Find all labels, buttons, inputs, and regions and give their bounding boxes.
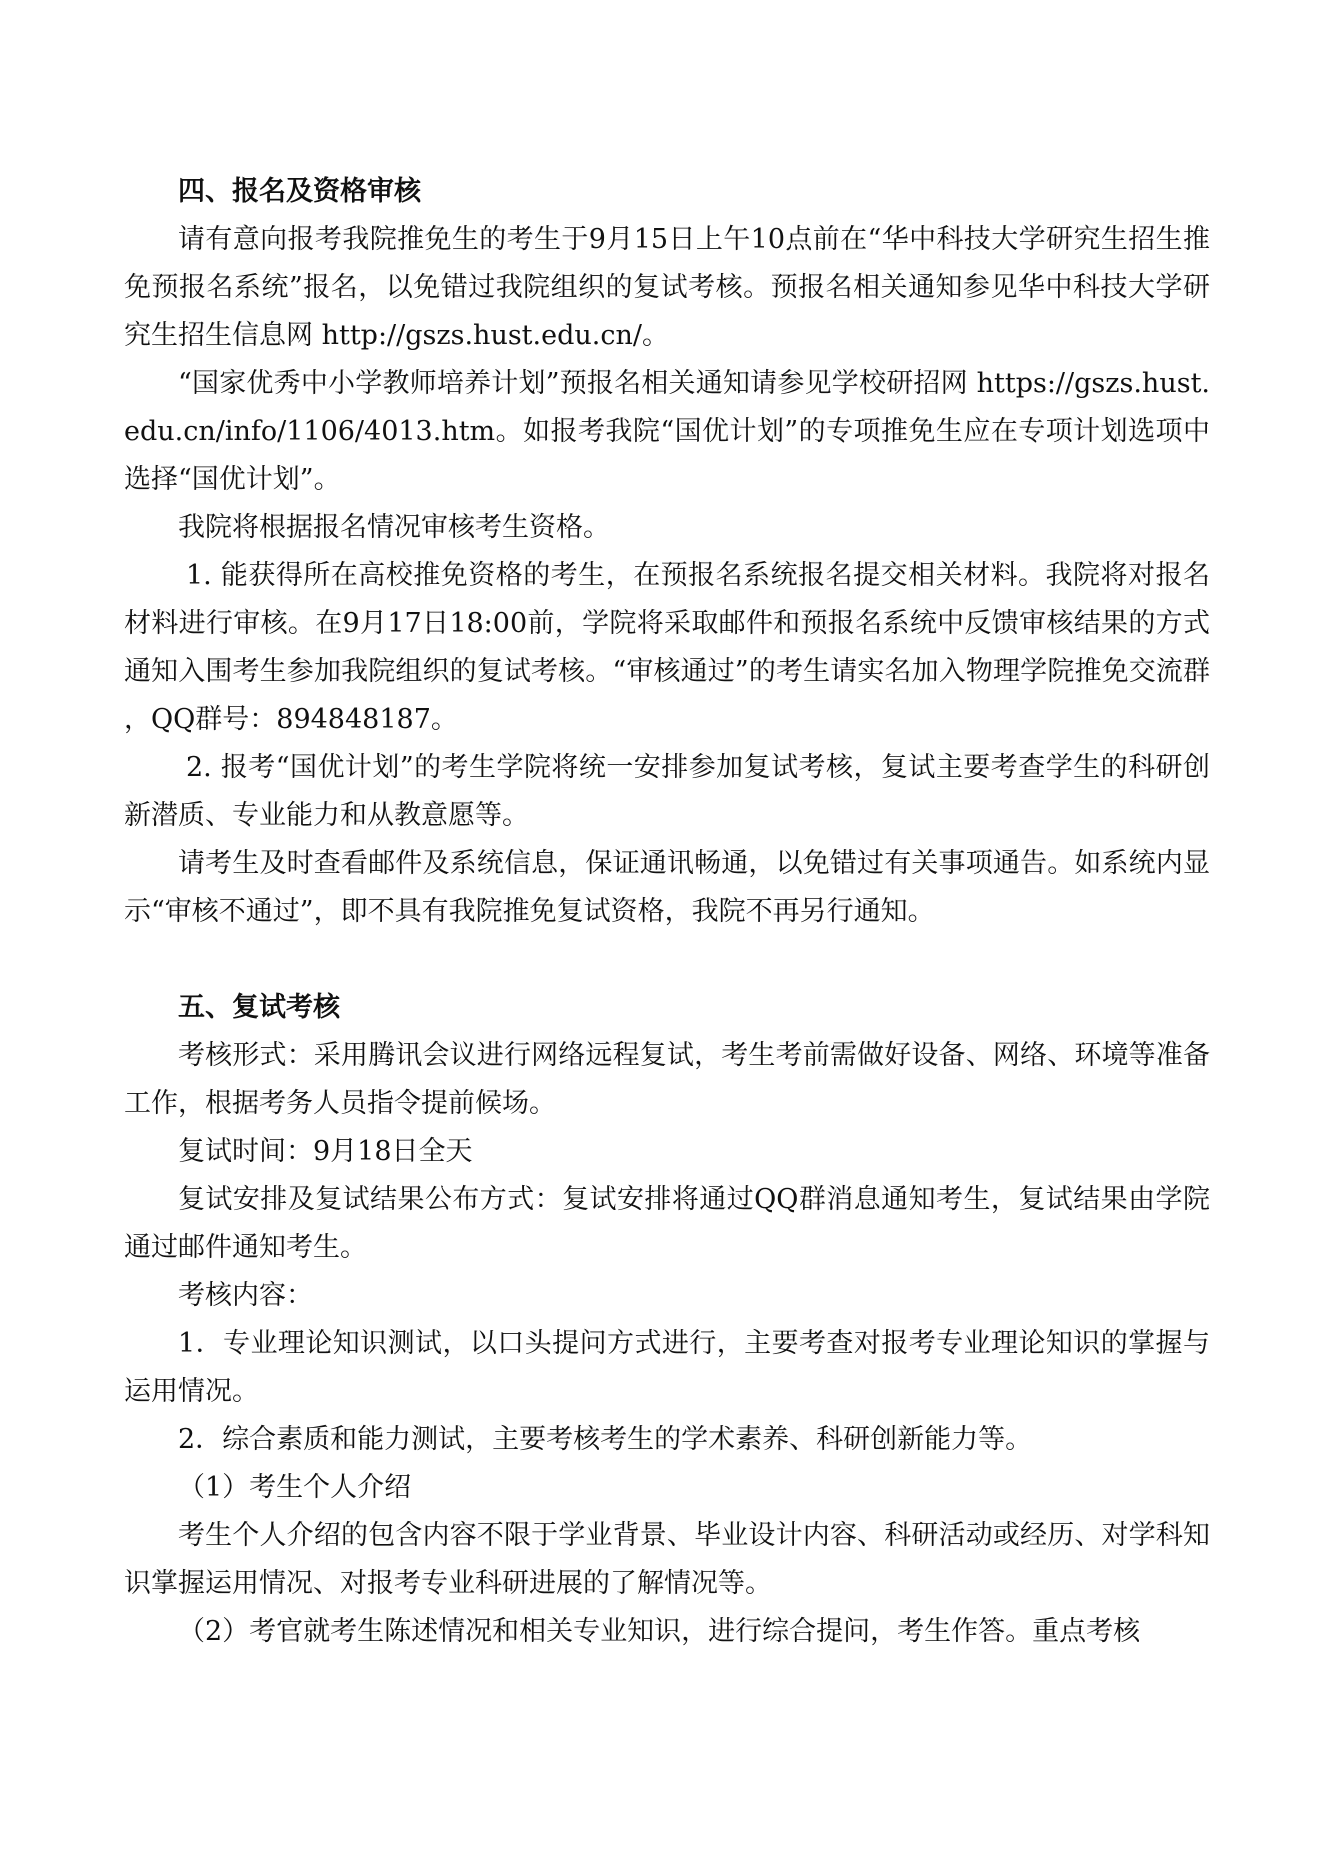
paragraph: （2）考官就考生陈述情况和相关专业知识，进行综合提问，考生作答。重点考核: [178, 1616, 1141, 1647]
paragraph: 请有意向报考我院推免生的考生于9月15日上午10点前在“华中科技大学研究生招生推免预报名系统”报名，以免错过我院组织的复试考核。预报名相关通知参见华中科技大学研究生招生信息网 http://gszs.hust.edu.cn/。: [124, 224, 1210, 351]
paragraph: 1. 能获得所在高校推免资格的考生，在预报名系统报名提交相关材料。我院将对报名材料进行审核。在9月17日18:00前，学院将采取邮件和预报名系统中反馈审核结果的方式通知入围考生参加我院组织的复试考核。“审核通过”的考生请实名加入物理学院推免交流群，QQ群号：894848187。: [124, 560, 1210, 735]
section-registration: [124, 168, 1210, 936]
paragraph: “国家优秀中小学教师培养计划”预报名相关通知请参见学校研招网 https://gszs.hust.edu.cn/info/1106/4013.htm。如报考我院“国优计划”的专项推免生应在专项计划选项中选择“国优计划”。: [124, 368, 1210, 495]
paragraph: 考核形式：采用腾讯会议进行网络远程复试，考生考前需做好设备、网络、环境等准备工作，根据考务人员指令提前候场。: [124, 1040, 1210, 1119]
paragraph: 1．专业理论知识测试，以口头提问方式进行，主要考查对报考专业理论知识的掌握与运用情况。: [124, 1328, 1210, 1407]
paragraph: 2．综合素质和能力测试，主要考核考生的学术素养、科研创新能力等。: [178, 1424, 1033, 1455]
paragraph: 复试安排及复试结果公布方式：复试安排将通过QQ群消息通知考生，复试结果由学院通过邮件通知考生。: [124, 1184, 1210, 1263]
paragraph: 2. 报考“国优计划”的考生学院将统一安排参加复试考核，复试主要考查学生的科研创新潜质、专业能力和从教意愿等。: [124, 752, 1210, 831]
paragraph: 我院将根据报名情况审核考生资格。: [178, 512, 610, 543]
paragraph: （1）考生个人介绍: [178, 1472, 412, 1503]
paragraph: 考核内容：: [178, 1280, 313, 1311]
paragraph: 复试时间：9月18日全天: [178, 1136, 473, 1167]
paragraph: 请考生及时查看邮件及系统信息，保证通讯畅通，以免错过有关事项通告。如系统内显示“审核不通过”，即不具有我院推免复试资格，我院不再另行通知。: [124, 848, 1210, 927]
document-body: [124, 168, 1210, 1656]
section-heading: 四、报名及资格审核: [178, 176, 421, 207]
paragraph: 考生个人介绍的包含内容不限于学业背景、毕业设计内容、科研活动或经历、对学科知识掌握运用情况、对报考专业科研进展的了解情况等。: [124, 1520, 1210, 1599]
section-heading: 五、复试考核: [178, 992, 340, 1023]
section-interview: [124, 984, 1210, 1656]
